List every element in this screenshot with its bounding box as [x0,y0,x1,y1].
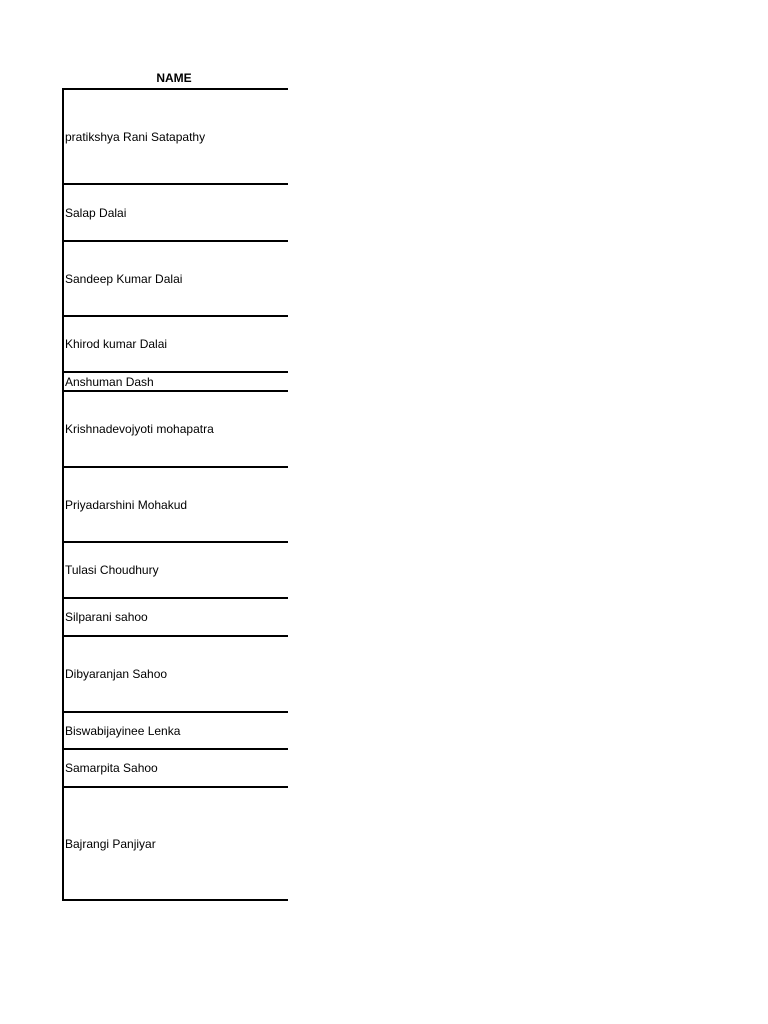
table-cell-name: Bajrangi Panjiyar [65,836,156,851]
table-cell-name: Krishnadevojyoti mohapatra [65,422,214,436]
table-row [64,390,288,466]
table-row [64,786,288,901]
table-row [64,748,288,786]
table-row [64,597,288,635]
table-cell-name: Dibyaranjan Sahoo [65,667,168,681]
table-row [64,371,288,390]
table-row [64,88,288,183]
table-cell-name: Salap Dalai [65,205,127,220]
table-row [64,541,288,597]
column-header-name: NAME [156,71,192,85]
table-cell-name: Silparani sahoo [65,610,148,624]
table-cell-name: Khirod kumar Dalai [65,337,168,351]
table-cell-name: Tulasi Choudhury [65,563,159,577]
table-row [64,240,288,315]
table-cell-name: Sandeep Kumar Dalai [65,271,183,286]
table-cell-name: Anshuman Dash [65,374,154,389]
table-row [64,466,288,541]
table-cell-name: pratikshya Rani Satapathy [65,129,206,144]
table-cell-name: Samarpita Sahoo [65,761,158,775]
table-row [64,635,288,711]
name-table [62,88,286,901]
table-row [64,711,288,748]
table-row [64,315,288,371]
table-row [64,183,288,240]
table-cell-name: Priyadarshini Mohakud [65,497,188,512]
table-cell-name: Biswabijayinee Lenka [65,723,181,738]
